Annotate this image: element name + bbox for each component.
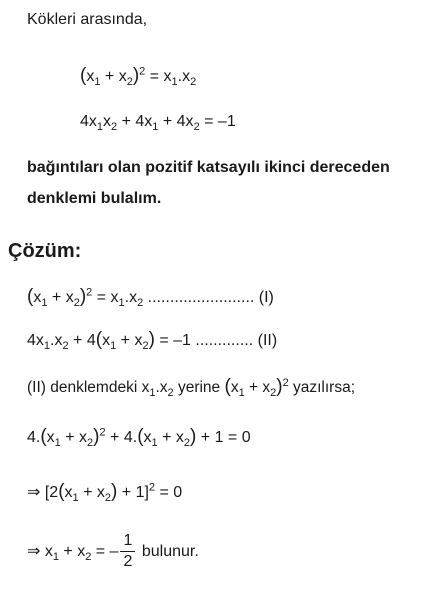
- solution-step-4: $4.(x_1 + x_2)^2 + 4.(x_1 + x_2) + 1 = 0$: [27, 426, 251, 450]
- solution-step-6: ⇒ $x_1 + x_2$ = – $\frac{1}{2}$ bulunur.: [27, 532, 199, 571]
- solution-step-3: (II) denklemdeki $x_1.x_2$ yerine $(x_1 + x_2)^2$ yazılırsa;: [27, 376, 356, 400]
- solution-step-5: ⇒ $[2(x_1 + x_2) + 1]^2 = 0$: [27, 481, 183, 505]
- given-equation-1: $(x_1 + x_2)^2 = x_1.x_2$: [80, 65, 197, 89]
- prompt-line-2: denklemi bulalım.: [27, 190, 162, 207]
- solution-step-1: $(x_1 + x_2)^2 = x_1.x_2$ ........................ (I): [27, 286, 274, 310]
- given-equation-2: $4x_1x_2 + 4x_1 + 4x_2 = -1$: [80, 113, 236, 134]
- prompt-line-1: bağıntıları olan pozitif katsayılı ikinci dereceden: [27, 159, 390, 176]
- solution-title: Çözüm:: [8, 240, 82, 262]
- intro-text: Kökleri arasında,: [27, 11, 148, 28]
- fraction-one-half: $\frac{1}{2}$: [120, 531, 135, 572]
- solution-step-2: $4x_1.x_2 + 4(x_1 + x_2) = -1$ ............. (II): [27, 329, 278, 353]
